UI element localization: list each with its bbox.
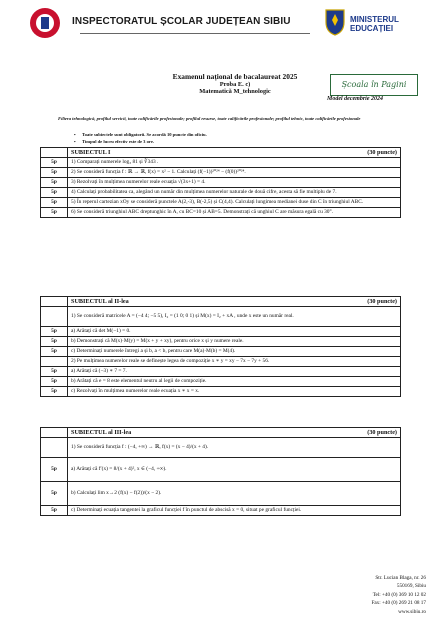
points-cell: 5p [41, 327, 68, 337]
subject-3-title: SUBIECTUL al III-lea [71, 429, 132, 436]
question-row [41, 327, 401, 337]
points-cell: 5p [41, 387, 68, 397]
contact-footer [336, 574, 426, 616]
exam-proba: Proba E. c) [219, 80, 251, 88]
question-text: a) Arătați că det M(−1) = 0. [68, 327, 401, 337]
question-text: a) Arătați că (−3) ∗ 7 = 7. [68, 367, 401, 377]
points-cell: 5p [41, 178, 68, 188]
points-cell [41, 357, 68, 367]
question-row [41, 198, 401, 208]
question-text: b) Calculați lim x→2 (f(x) − f(2))/(x − 2). [68, 482, 401, 506]
question-text: 6) Se consideră triunghiul ABC dreptunghic în A, cu BC=10 și AB=5. Demonstrați că unghiul C are măsura egală cu 30°. [68, 208, 401, 218]
exam-subject: Matematică M_tehnologic [199, 88, 271, 96]
ministry-line-1: MINISTERUL [350, 15, 399, 24]
question-row [41, 367, 401, 377]
points-cell: 5p [41, 377, 68, 387]
points-cell: 5p [41, 198, 68, 208]
subject-2-title: SUBIECTUL al II-lea [71, 298, 129, 305]
question-row [41, 158, 401, 168]
question-row [41, 347, 401, 357]
question-row [41, 387, 401, 397]
question-row [41, 482, 401, 506]
bullet-text: Toate subiectele sunt obligatorii. Se acordă 10 puncte din oficiu. [82, 132, 207, 137]
bullet-text: Timpul de lucru efectiv este de 3 ore. [82, 139, 155, 144]
question-text: b) Demonstrați că M(x)·M(y) = M(x + y + xy), pentru orice x și y numere reale. [68, 337, 401, 347]
question-row [41, 208, 401, 218]
points-cell: 5p [41, 168, 68, 178]
footer-city: 550169, Sibiu [396, 583, 426, 590]
question-row [41, 188, 401, 198]
bullet-item: • Toate subiectele sunt obligatorii. Se acordă 10 puncte din oficiu. [74, 132, 207, 137]
question-row [41, 357, 401, 367]
inspectorate-title: INSPECTORATUL ȘCOLAR JUDEȚEAN SIBIU [72, 16, 291, 27]
coat-of-arms-icon [324, 8, 346, 36]
points-cell: 5p [41, 482, 68, 506]
bullet-item: • Timpul de lucru efectiv este de 3 ore. [74, 139, 155, 144]
question-text: 5) În reperul cartezian xOy se consideră punctele A(2,-3), B(-2,5) și C(4,4). Calculați lungimea medianei duse din C în triunghiul ABC. [68, 198, 401, 208]
subject-3-points: (30 puncte) [367, 429, 397, 436]
points-cell: 5p [41, 337, 68, 347]
footer-address: Str. Lucian Blaga, nr. 26 [375, 575, 426, 581]
question-text: 2) Pe mulțimea numerelor reale se definește legea de compoziție x ∗ y = xy − 7x − 7y + 56. [68, 357, 401, 367]
isj-logo [28, 6, 62, 40]
footer-fax: Fax: +40 (0) 269 21 08 17 [371, 600, 426, 607]
exam-title: Examenul național de bacalaureat 2025 [172, 72, 298, 81]
footer-website[interactable]: www.sibiu.ro [398, 608, 426, 615]
subject-1-points: (30 puncte) [367, 149, 397, 156]
points-cell: 5p [41, 367, 68, 377]
question-text: a) Arătați că f′(x) = 8/(x + 4)², x ∈ (−4, +∞). [68, 458, 401, 482]
question-row [41, 178, 401, 188]
model-date: Model decembrie 2024 [327, 96, 383, 102]
points-cell: 5p [41, 458, 68, 482]
question-text: 1) Comparați numerele log₃ 81 și ∛343 . [68, 158, 401, 168]
question-row [41, 168, 401, 178]
footer-phone: Tel: +40 (0) 369 10 12 02 [372, 591, 426, 598]
points-cell: 5p [41, 158, 68, 168]
subject-1-title: SUBIECTUL I [71, 149, 111, 156]
question-text: c) Determinați ecuația tangentei la graficul funcției f în punctul de abscisă x = 0, situat pe graficul funcției. [68, 506, 401, 516]
points-cell: 5p [41, 188, 68, 198]
points-cell: 5p [41, 208, 68, 218]
points-cell: 5p [41, 347, 68, 357]
question-row [41, 337, 401, 347]
question-row [41, 506, 401, 516]
exam-title-block [150, 73, 320, 96]
question-text: 1) Se consideră funcția f : (−4, +∞) → ℝ, f(x) = (x − 4)/(x + 4). [68, 438, 401, 458]
question-text: 3) Rezolvați în mulțimea numerelor reale ecuația √(3x+1) = 4. [68, 178, 401, 188]
profile-description: Filiera tehnologică, profilul servicii, toate calificările profesionale; profilul resurse, toate calificările profesionale; profilul tehnic, toate calificările profesionale [58, 116, 361, 121]
points-cell [41, 307, 68, 327]
question-row [41, 307, 401, 327]
subject-3-table [40, 427, 401, 516]
points-cell: 5p [41, 506, 68, 516]
question-text: c) Determinați numerele întregi a și b, a < b, pentru care M(a)·M(b) = M(4). [68, 347, 401, 357]
header-divider [80, 33, 310, 34]
scoala-in-pagini-stamp: Școala în Pagini [330, 74, 418, 96]
ministry-name [350, 15, 399, 33]
subject-2-table [40, 296, 401, 397]
question-text: b) Arătați că e = 8 este elementul neutru al legii de compoziție. [68, 377, 401, 387]
question-text: 1) Se consideră matricele A = (−4 4; −5 5), I₂ = (1 0; 0 1) și M(x) = I₂ + xA , unde x este un număr real. [68, 307, 401, 327]
ministry-line-2: EDUCAȚIEI [350, 24, 394, 33]
subject-2-points: (30 puncte) [367, 298, 397, 305]
question-row [41, 377, 401, 387]
subject-1-table [40, 147, 401, 218]
question-text: c) Rezolvați în mulțimea numerelor reale ecuația x ∗ x = x. [68, 387, 401, 397]
question-row [41, 458, 401, 482]
question-row [41, 438, 401, 458]
question-text: 4) Calculați probabilitatea ca, alegând un număr din mulțimea numerelor naturale de două cifre, acesta să fie multiplu de 7. [68, 188, 401, 198]
question-text: 2) Se consideră funcția f : ℝ → ℝ, f(x) = x² − 1. Calculați (f(−1))²⁰²⁴ − (f(0))²⁰²⁴. [68, 168, 401, 178]
points-cell [41, 438, 68, 458]
